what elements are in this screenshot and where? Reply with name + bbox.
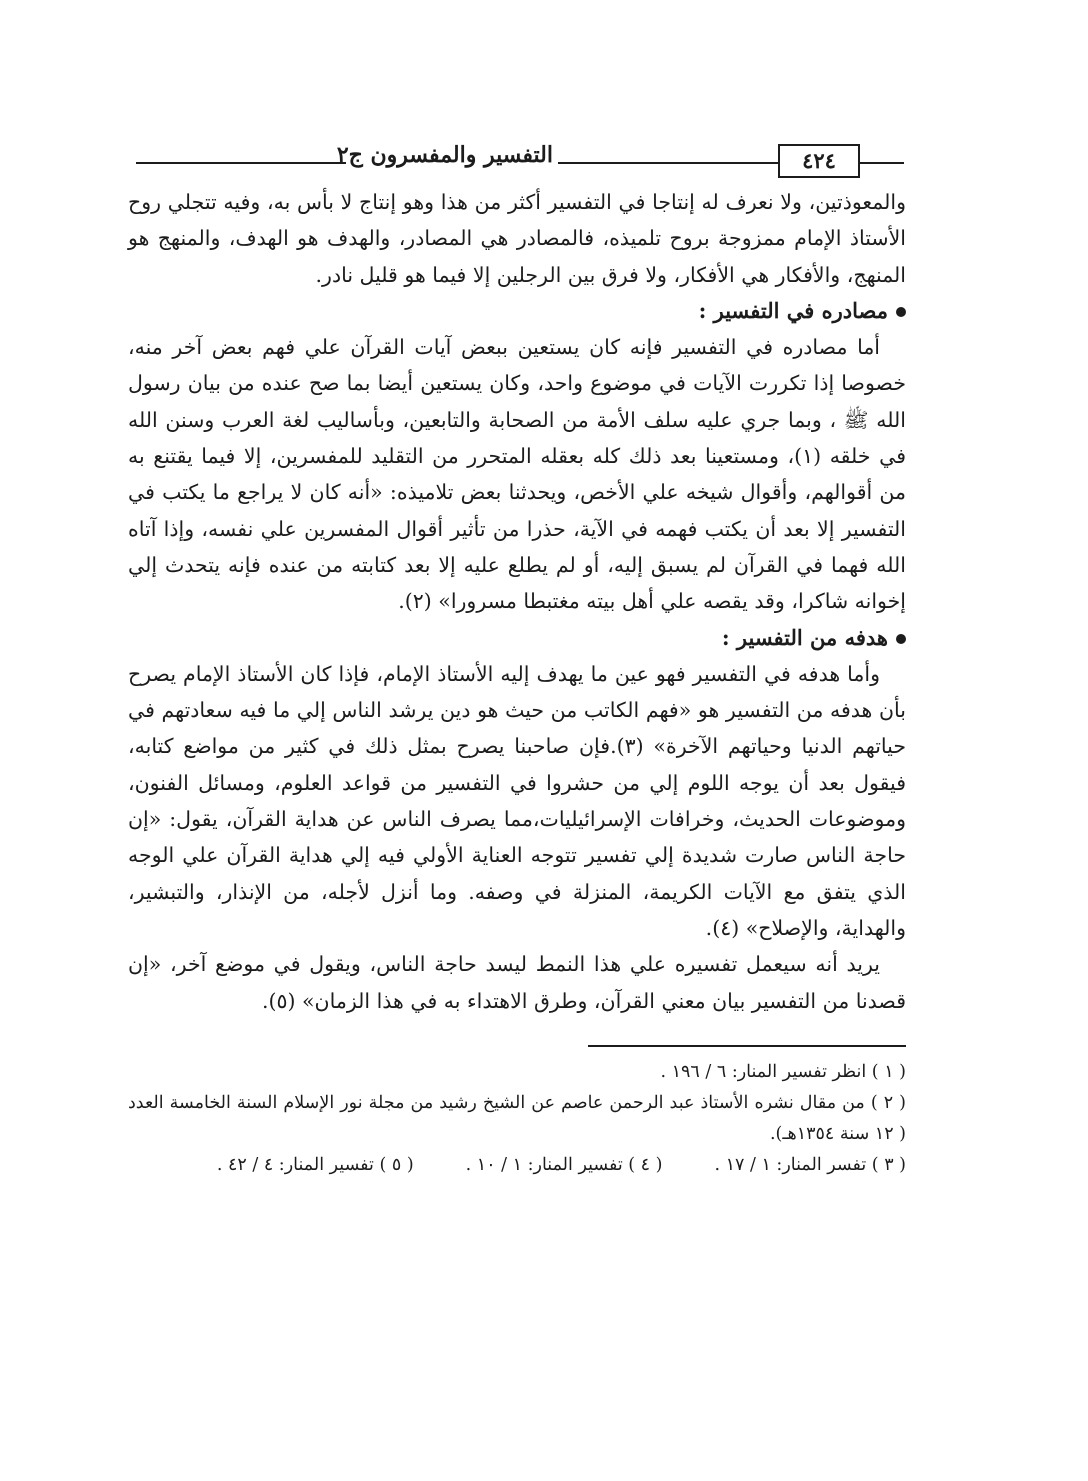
- page-number-box: ٤٢٤: [778, 144, 860, 178]
- bullet-icon: [896, 634, 906, 644]
- bullet-icon: [896, 307, 906, 317]
- paragraph-sources: أما مصادره في التفسير فإنه كان يستعين ببعض آيات القرآن علي فهم بعض آخر منه، خصوصا إذا تكررت الآيات في موضوع واحد، وكان يستعين أيضا بما صح عنده من بيان رسول الله ﷺ ، وبما جري عليه سلف الأمة من الصحابة والتابعين، وبأساليب لغة العرب وسنن الله في خلقه (١)، ومستعينا بعد ذلك كله بعقله المتحرر من التقليد للمفسرين، إلا فيما يقتنع به من أقوالهم، وأقوال شيخه علي الأخص، ويحدثنا بعض تلاميذه: «أنه كان لا يراجع ما يكتب في التفسير إلا بعد أن يكتب فهمه في الآية، حذرا من تأثير أقوال المفسرين علي نفسه، وإذا آتاه الله فهما في القرآن لم يسبق إليه، أو لم يطلع عليه إلا بعد كتابته من عنده فإنه يتحدث إلي إخوانه شاكرا، وقد يقصه علي أهل بيته مغتبطا مسرورا» (٢).: [128, 335, 906, 614]
- page-header: [128, 140, 906, 182]
- section-heading-sources: [128, 293, 906, 329]
- footnote-5: ( ٥ ) تفسير المنار: ٤ / ٤٢ .: [216, 1154, 414, 1175]
- paragraph-goal: وأما هدفه في التفسير فهو عين ما يهدف إليه الأستاذ الإمام، فإذا كان الأستاذ الإمام يصرح بأن هدفه من التفسير هو «فهم الكاتب من حيث هو دين يرشد الناس إلي ما فيه سعادتهم في حياتهم الدنيا وحياتهم الآخرة» (٣).فإن صاحبنا يصرح بمثل ذلك في كثير من مواضع كتابه، فيقول بعد أن يوجه اللوم إلي من حشروا في التفسير من قواعد العلوم، ومسائل الفنون، وموضوعات الحديث، وخرافات الإسرائيليات،مما يصرف الناس عن هداية القرآن، يقول: «إن حاجة الناس صارت شديدة إلي تفسير تتوجه العناية الأولي فيه إلي هداية القرآن علي الوجه الذي يتفق مع الآيات الكريمة، المنزلة في وصفه. وما أنزل لأجله، من الإنذار، والتبشير، والهداية، والإصلاح» (٤).: [128, 661, 906, 940]
- footnote-row: [128, 1150, 906, 1181]
- footnote-2: ( ٢ ) من مقال نشره الأستاذ عبد الرحمن عاصم عن الشيخ رشيد من مجلة نور الإسلام السنة الخامسة العدد ( ١٢ سنة ١٣٥٤هـ).: [128, 1092, 906, 1144]
- running-title: التفسير والمفسرون ج٢: [336, 142, 553, 168]
- section-heading-goal: [128, 620, 906, 656]
- main-text: [128, 184, 906, 1019]
- paragraph-continuation: والمعوذتين، ولا نعرف له إنتاجا في التفسير أكثر من هذا وهو إنتاج لا بأس به، وفيه تتجلي روح الأستاذ الإمام ممزوجة بروح تلميذه، فالمصادر هي المصادر، والهدف هو الهدف، والمنهج هو المنهج، والأفكار هي الأفكار، ولا فرق بين الرجلين إلا فيما هو قليل نادر.: [128, 190, 906, 287]
- paragraph-intent: يريد أنه سيعمل تفسيره علي هذا النمط ليسد حاجة الناس، ويقول في موضع آخر، «إن قصدنا من التفسير بيان معني القرآن، وطرق الاهتداء به في هذا الزمان» (٥).: [128, 952, 906, 1013]
- section-heading-text: مصادره في التفسير :: [698, 297, 888, 323]
- section-heading-text: هدفه من التفسير :: [721, 624, 888, 650]
- header-rule-left: [136, 162, 346, 164]
- footnotes: [128, 1057, 906, 1181]
- footnote-4: ( ٤ ) تفسير المنار: ١ / ١٠ .: [465, 1154, 663, 1175]
- footnote-separator: [588, 1045, 906, 1047]
- footnote-1: ( ١ ) انظر تفسير المنار: ٦ / ١٩٦ .: [660, 1061, 906, 1082]
- book-page: [128, 140, 906, 1370]
- footnote-3: ( ٣ ) تفسر المنار: ١ / ١٧ .: [714, 1154, 906, 1175]
- header-rule-right: [860, 162, 904, 164]
